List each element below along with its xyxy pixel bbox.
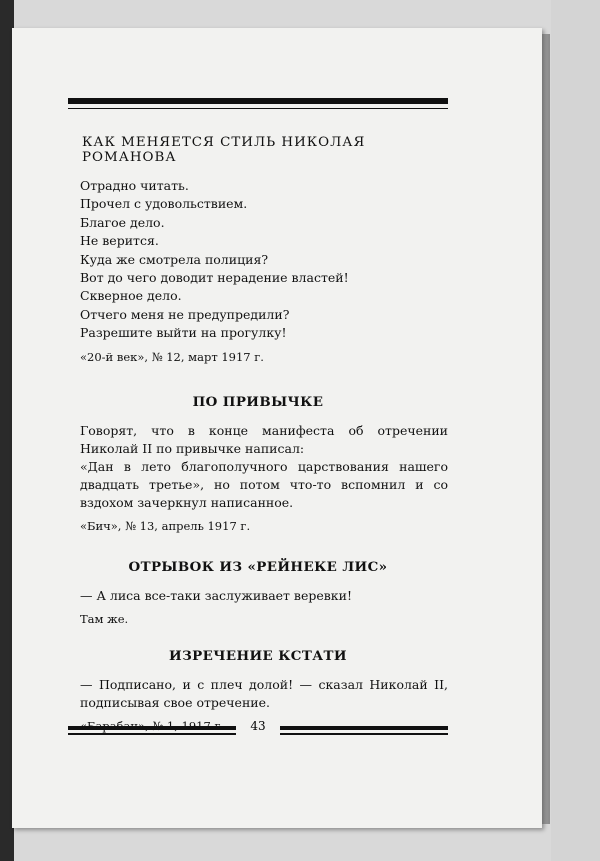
section-title: ПО ПРИВЫЧКЕ — [192, 393, 324, 410]
quote-list — [80, 177, 448, 343]
section-reineke — [68, 559, 448, 626]
source-citation: «20-й век», № 12, март 1917 г. — [80, 349, 264, 364]
paragraph: — А лиса все-таки заслуживает веревки! — [80, 587, 352, 603]
footer-rule-left-thick — [68, 726, 236, 730]
quote-line: Скверное дело. — [80, 288, 182, 304]
footer-rule-right-thin — [280, 733, 448, 735]
footer-rule-left-thin — [68, 733, 236, 735]
source-citation: «Бич», № 13, апрель 1917 г. — [80, 518, 251, 533]
section-habit — [68, 394, 448, 533]
page-content — [68, 98, 448, 755]
source-citation: Там же. — [80, 611, 129, 626]
section-title: ИЗРЕЧЕНИЕ КСТАТИ — [169, 647, 347, 664]
header-rule-thin — [68, 108, 448, 109]
quote-line: Отчего меня не предупредили? — [80, 306, 290, 322]
scan-background — [551, 0, 600, 861]
paragraph: — Подписано, и с плеч долой! — сказал Николай II, подписывая свое отречение. — [80, 676, 448, 710]
section-title: ОТРЫВОК ИЗ «РЕЙНЕКЕ ЛИС» — [128, 558, 388, 575]
paragraph: Говорят, что в конце манифеста об отречении Николай II по привычке написал: — [80, 422, 448, 456]
page-number: 43 — [250, 719, 266, 733]
section-title: КАК МЕНЯЕТСЯ СТИЛЬ НИКОЛАЯ РОМАНОВА — [82, 135, 366, 165]
page-footer — [68, 719, 450, 739]
quote-line: Разрешите выйти на прогулку! — [80, 325, 287, 341]
header-rule-thick — [68, 98, 448, 104]
quote-line: Отрадно читать. — [80, 178, 189, 193]
section-style-change — [68, 135, 448, 364]
quote-line: Не верится. — [80, 233, 159, 249]
quote-line: Благое дело. — [80, 214, 165, 230]
quote-line: Прочел с удовольствием. — [80, 196, 248, 212]
quote-line: Вот до чего доводит нерадение властей! — [80, 270, 349, 286]
paragraph: «Дан в лето благополучного царствования нашего двадцать третье», но потом что-то вспомнил и со вздохом зачеркнул написанное. — [80, 458, 448, 510]
footer-rule-right-thick — [280, 726, 448, 730]
quote-line: Куда же смотрела полиция? — [80, 251, 269, 267]
